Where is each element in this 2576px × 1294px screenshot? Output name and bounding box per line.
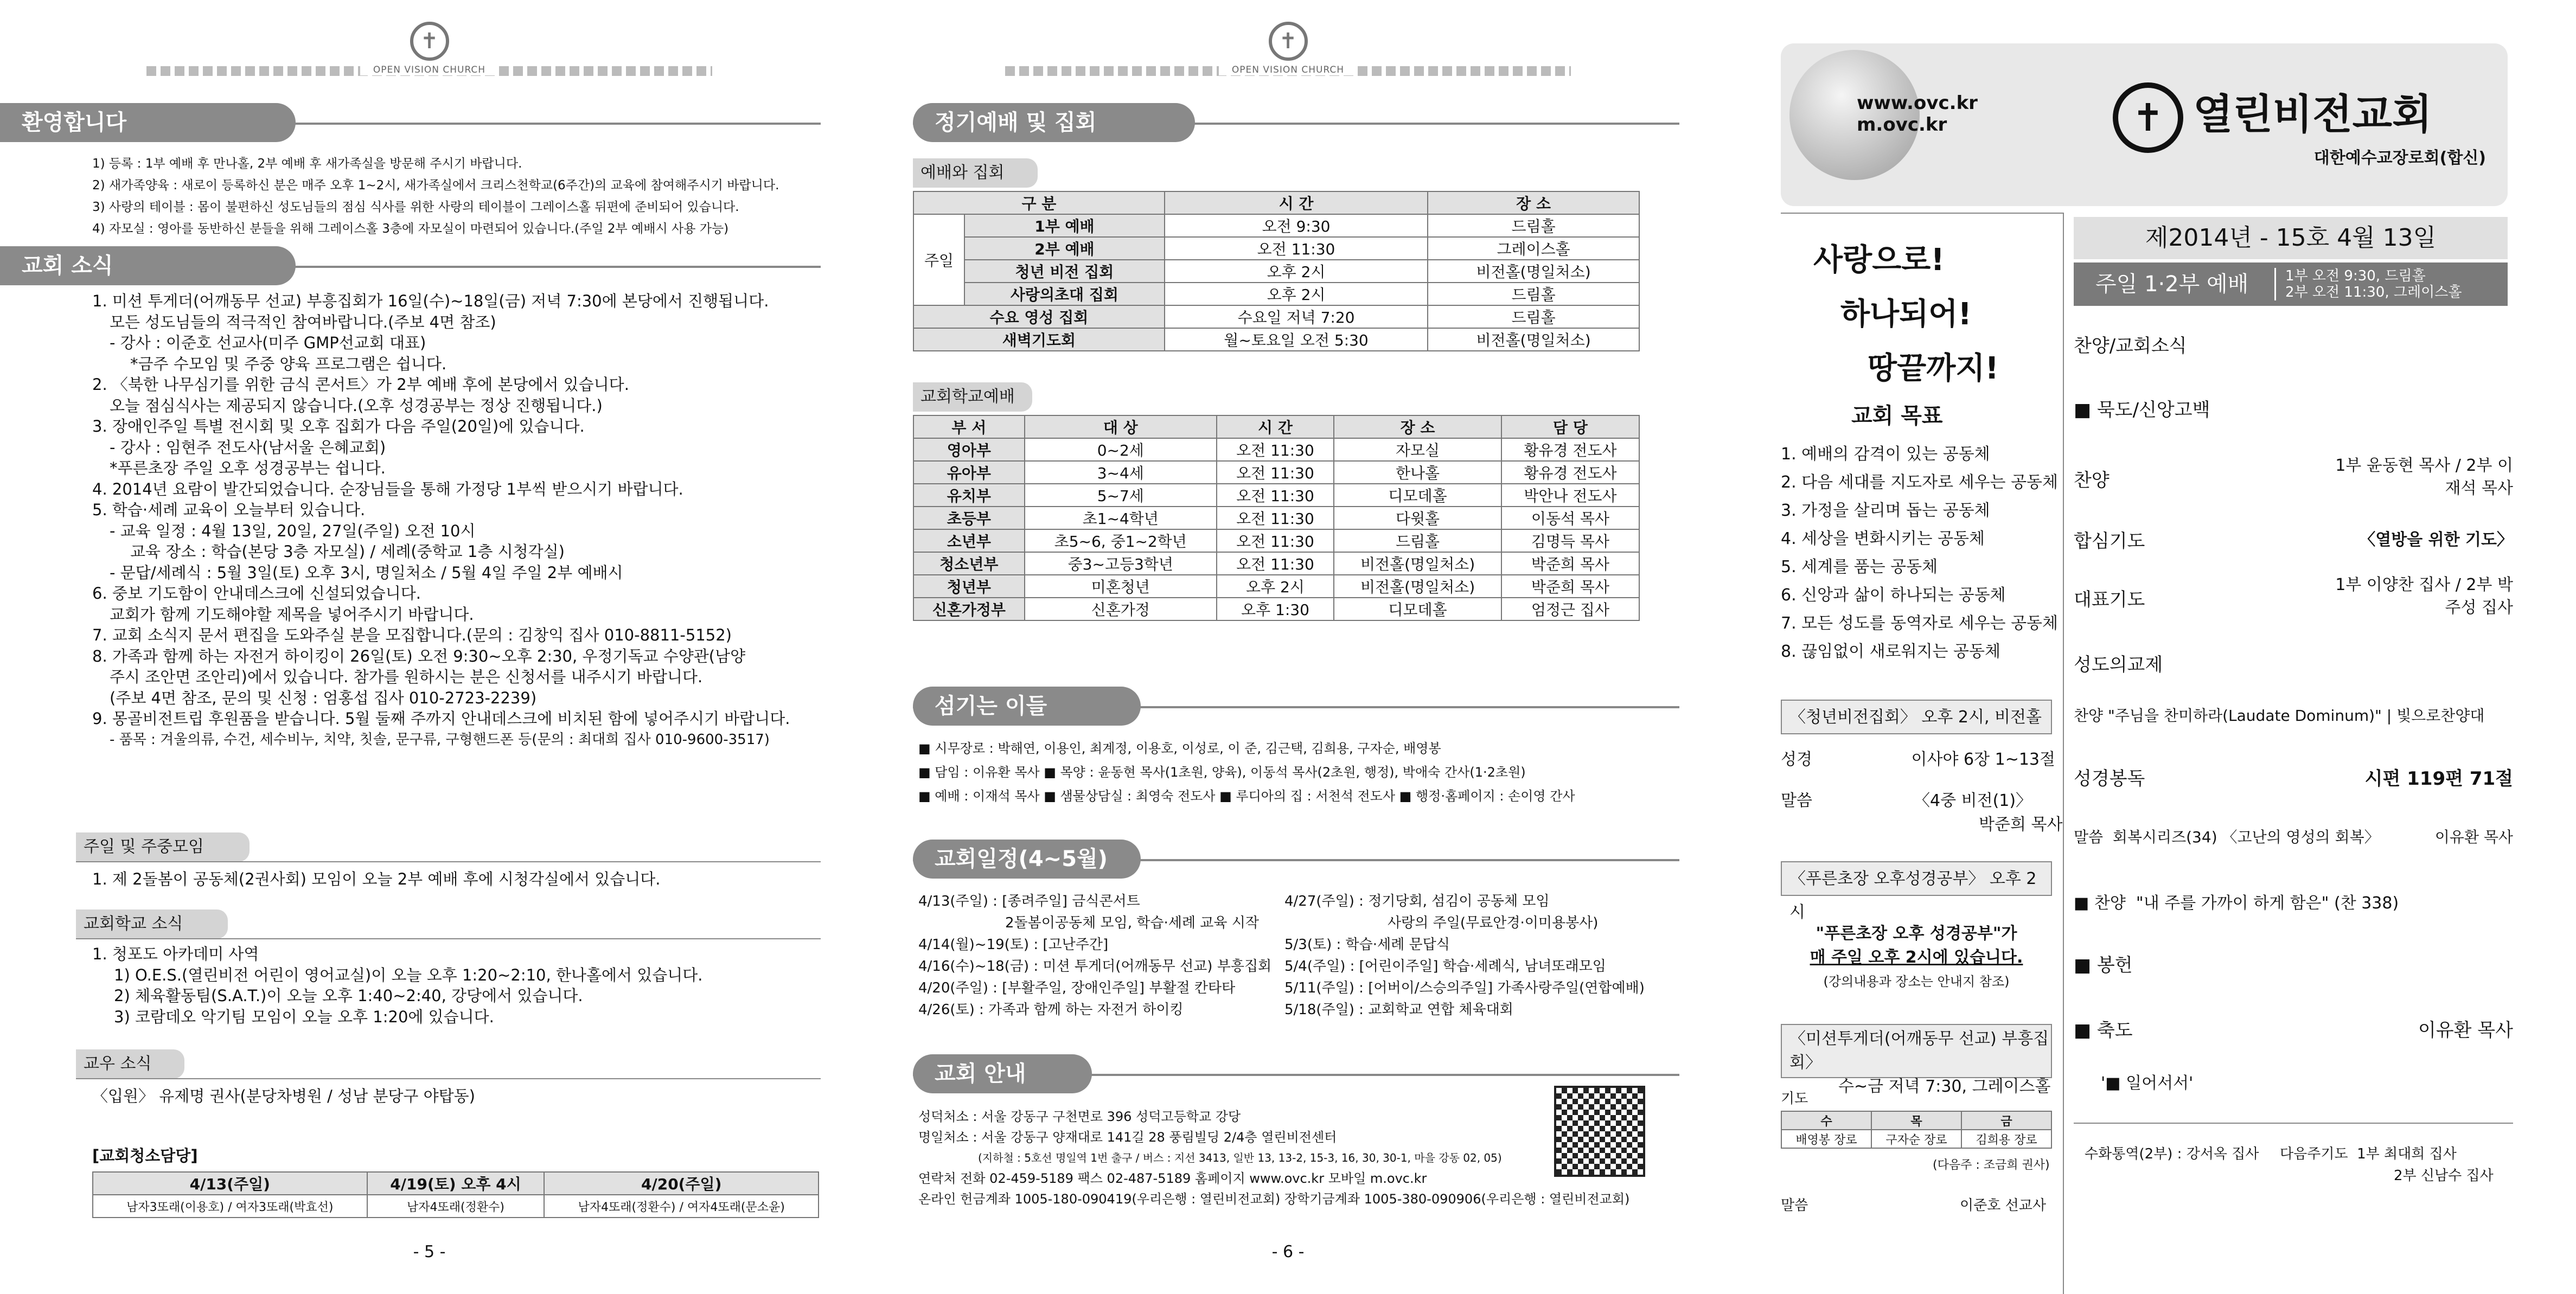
order-item	[2074, 1015, 2513, 1042]
schedule-item: 4/13(주일) : [종려주일] 금식콘서트	[918, 893, 1140, 909]
green-line: "푸른초장 오후 성경공부"가	[1816, 924, 2017, 943]
worship-head: 구 분	[913, 191, 1165, 214]
order-label: 합심기도	[2074, 530, 2145, 552]
order-item	[2074, 526, 2513, 553]
worship-cell: 오후 2시	[1165, 283, 1428, 305]
goal-list	[1781, 440, 2058, 666]
info-line: 연락처 전화 02-459-5189 팩스 02-487-5189 홈페이지 www.ovc.kr 모바일 m.ovc.kr	[918, 1171, 1427, 1186]
school-cell: 박안나 전도사	[1501, 484, 1639, 507]
issue-number: 제2014년 - 15호 4월 13일	[2074, 217, 2508, 259]
worship-cell: 2부 예배	[964, 237, 1165, 260]
worship-cell: 월~토요일 오전 5:30	[1165, 328, 1428, 351]
news-item: 6. 중보 기도함이 안내데스크에 신설되었습니다.	[92, 584, 421, 603]
mission-cell: 구자순 장로	[1871, 1130, 1961, 1148]
welcome-line: 1) 등록 : 1부 예배 후 만나홀, 2부 예배 후 새가족실을 방문해 주시기 바랍니다.	[92, 157, 522, 171]
mission-speaker: 이준호 선교사	[1960, 1197, 2046, 1214]
web-links	[1857, 92, 1978, 136]
school-item: 1) O.E.S.(열린비전 어린이 영어교실)이 오늘 오후 1:20~2:10, 한나홀에서 있습니다.	[114, 965, 703, 984]
youth-label: 말씀	[1781, 791, 1812, 810]
footer-prayer: 다음주기도 1부 최대희 집사	[2280, 1146, 2457, 1162]
service-bar	[2074, 262, 2508, 306]
servers-line: ■ 시무장로 : 박해연, 이용인, 최계정, 이용호, 이성로, 이 준, 김근택, 김희용, 구자순, 배영봉	[918, 741, 1441, 756]
schedule-right	[1284, 891, 1645, 1021]
news-item: 7. 교회 소식지 문서 편집을 도와주실 분을 모집합니다.(문의 : 김창익 집사 010-8811-5152)	[92, 626, 732, 644]
service-time: 1부 오전 9:30, 드림홀	[2285, 268, 2426, 284]
school-cell: 비전홀(명일처소)	[1334, 575, 1501, 598]
school-head: 담 당	[1501, 415, 1639, 438]
schedule-item: 5/11(주일) : [어버이/스승의주일] 가족사랑주일(연합예배)	[1284, 980, 1645, 996]
news-item: 4. 2014년 요람이 발간되었습니다. 순장님들을 통해 가정당 1부씩 받으시기 바랍니다.	[92, 479, 683, 498]
youth-value: 이사야 6장 1~13절	[1911, 750, 2055, 769]
school-cell: 오후 2시	[1217, 575, 1334, 598]
order-item	[2074, 331, 2513, 357]
church-name: 열린비전교회	[2193, 90, 2432, 138]
order-value: 〈열방을 위한 기도〉	[2359, 530, 2513, 549]
youth-value: 박준희 목사	[1979, 815, 2063, 834]
school-head: 부 서	[913, 415, 1025, 438]
cleaning-title: [교회청소담당]	[92, 1146, 198, 1165]
cleaning-cell: 남자4또래(정환수)	[367, 1195, 545, 1218]
service-title: 주일 1·2부 예배	[2095, 272, 2249, 297]
youth-label: 성경	[1781, 750, 1812, 769]
mission-head: 목	[1871, 1111, 1961, 1130]
order-item	[2074, 650, 2513, 676]
sunday-text: 1. 제 2돌봄이 공동체(2권사회) 모임이 오늘 2부 예배 후에 시청각실에서 있습니다.	[92, 870, 661, 888]
order-of-worship	[2074, 315, 2513, 1182]
page-header	[1005, 22, 1571, 81]
school-news-list	[92, 944, 703, 1027]
schedule-item: 5/18(주일) : 교회학교 연합 체육대회	[1284, 1002, 1513, 1018]
green-line: 매 주일 오후 2시에 있습니다.	[1810, 948, 2023, 967]
news-item: 1. 미션 투게더(어깨동무 선교) 부흥집회가 16일(수)~18일(금) 저녁 7:30에 본당에서 진행됩니다.	[92, 292, 769, 310]
school-cell: 미혼청년	[1025, 575, 1217, 598]
order-item	[2074, 395, 2513, 421]
order-item	[2101, 1069, 2540, 1093]
mission-head: 수	[1781, 1111, 1871, 1130]
cleaning-head: 4/20(주일)	[544, 1172, 819, 1195]
mission-table	[1781, 1111, 2052, 1149]
info-line: 성덕처소 : 서울 강동구 구천면로 396 성덕고등학교 강당	[918, 1109, 1241, 1124]
mobile-link[interactable]: m.ovc.kr	[1857, 114, 1947, 136]
info-line: 명일처소 : 서울 강동구 양재대로 141길 28 풍림빌딩 2/4층 열린비전센터	[918, 1130, 1337, 1145]
qr-code[interactable]	[1554, 1086, 1645, 1177]
welcome-line: 2) 새가족양육 : 새로이 등록하신 분은 매주 오후 1~2시, 새가족실에서 크리스천학교(6주간)의 교육에 참여해주시기 바랍니다.	[92, 178, 779, 193]
order-label: 찬양	[2074, 470, 2110, 491]
goal-item: 4. 세상을 변화시키는 공동체	[1781, 529, 1985, 548]
website-link[interactable]: www.ovc.kr	[1857, 92, 1978, 114]
school-cell: 유아부	[913, 461, 1025, 484]
schedule-item: 4/14(월)~19(토) : [고난주간]	[918, 937, 1109, 953]
school-cell: 박준희 목사	[1501, 575, 1639, 598]
school-cell: 오전 11:30	[1217, 552, 1334, 575]
goal-item: 7. 모든 성도를 동역자로 세우는 공동체	[1781, 614, 2059, 633]
church-logo-icon: ✝	[410, 22, 449, 61]
order-value: 1부 이양찬 집사 / 2부 박주성 집사	[2335, 575, 2513, 617]
school-item: 1. 청포도 아카데미 사역	[92, 945, 259, 963]
order-label: ■ 묵도/신앙고백	[2074, 399, 2210, 421]
goal-item: 1. 예배의 감격이 있는 공동체	[1781, 445, 1990, 464]
news-item: 오늘 점심식사는 제공되지 않습니다.(오후 성경공부는 정상 진행됩니다.)	[110, 396, 603, 415]
worship-group: 주일	[913, 214, 964, 305]
news-item: 2. 〈북한 나무심기를 위한 금식 콘서트〉가 2부 예배 후에 본당에서 있습니다.	[92, 375, 629, 394]
school-cell: 청소년부	[913, 552, 1025, 575]
news-item: 9. 몽골비전트립 후원품을 받습니다. 5월 둘째 주까지 안내데스크에 비치된 함에 넣어주시기 바랍니다.	[92, 709, 790, 728]
order-item	[2074, 764, 2513, 790]
mission-label: 기도	[1781, 1091, 1808, 1107]
school-cell: 황유경 전도사	[1501, 438, 1639, 461]
order-item	[2074, 704, 2513, 726]
worship-cell: 오전 9:30	[1165, 214, 1428, 237]
order-value: 1부 윤동현 목사 / 2부 이재석 목사	[2335, 456, 2513, 498]
goal-item: 5. 세계를 품는 공동체	[1781, 558, 1938, 576]
worship-sub: 예배와 집회	[913, 158, 1038, 188]
news-item: - 품목 : 겨울의류, 수건, 세수비누, 치약, 칫솔, 문구류, 구형핸드폰 등(문의 : 최대희 집사 010-9600-3517)	[110, 731, 770, 748]
school-cell: 3~4세	[1025, 461, 1217, 484]
mission-label: 말씀	[1781, 1197, 1808, 1214]
staff-title: 교우 소식	[76, 1049, 184, 1079]
news-item: - 강사 : 이준호 선교사(미주 GMP선교회 대표)	[110, 334, 426, 352]
servers-title: 섬기는 이들	[913, 687, 1141, 726]
slogan	[1813, 233, 1999, 396]
worship-title: 정기예배 및 집회	[913, 103, 1195, 142]
school-cell: 엄정근 집사	[1501, 598, 1639, 620]
order-item	[2074, 950, 2513, 977]
school-cell: 중3~고등3학년	[1025, 552, 1217, 575]
worship-cell: 비전홀(명일처소)	[1428, 260, 1639, 283]
staff-text: 〈입원〉 유제명 권사(분당차병원 / 성남 분당구 야탑동)	[92, 1087, 475, 1105]
school-worship-sub: 교회학교예배	[913, 382, 1032, 412]
news-item: *푸른초장 주일 오후 성경공부는 쉽니다.	[110, 459, 386, 477]
welcome-list	[92, 153, 779, 240]
order-label: '■ 일어서서'	[2101, 1074, 2194, 1093]
school-cell: 오후 1:30	[1217, 598, 1334, 620]
schedule-item: 4/27(주일) : 정기당회, 섬김이 공동체 모임	[1284, 893, 1550, 909]
school-cell: 오전 11:30	[1217, 461, 1334, 484]
welcome-title: 환영합니다	[0, 103, 296, 142]
worship-cell: 청년 비전 집회	[964, 260, 1165, 283]
mission-tag-title: 〈미션투게더(어깨동무 선교) 부흥집회〉	[1789, 1029, 2049, 1072]
news-item: - 강사 : 임현주 전도사(남서울 은혜교회)	[110, 438, 386, 457]
green-line: (강의내용과 장소는 안내지 참조)	[1823, 974, 2010, 989]
school-head: 장 소	[1334, 415, 1501, 438]
worship-cell: 오후 2시	[1165, 260, 1428, 283]
cover-banner	[1781, 43, 2508, 206]
servers-line: ■ 담임 : 이유환 목사 ■ 목양 : 윤동현 목사(1초원, 양육), 이동석 목사(2초원, 행정), 박애숙 간사(1·2초원)	[918, 765, 1526, 780]
news-item: (주보 4면 참조, 문의 및 신청 : 엄홍섭 집사 010-2723-2239)	[110, 688, 537, 707]
goal-item: 6. 신앙과 삶이 하나되는 공동체	[1781, 586, 2006, 605]
school-cell: 오전 11:30	[1217, 507, 1334, 529]
service-time: 2부 오전 11:30, 그레이스홀	[2285, 284, 2462, 300]
school-cell: 유치부	[913, 484, 1025, 507]
order-label: ■ 축도	[2074, 1020, 2133, 1041]
worship-head: 장 소	[1428, 191, 1639, 214]
info-title: 교회 안내	[913, 1054, 1092, 1093]
servers-list	[918, 736, 1575, 808]
goal-item: 2. 다음 세대를 지도자로 세우는 공동체	[1781, 473, 2059, 492]
worship-cell: 오전 11:30	[1165, 237, 1428, 260]
school-cell: 신혼가정	[1025, 598, 1217, 620]
school-item: 2) 체육활동팀(S.A.T.)이 오늘 오후 1:40~2:40, 강당에서 있습니다.	[114, 986, 583, 1005]
footer-prayer-2: 2부 신남수 집사	[2394, 1168, 2494, 1184]
news-item: 3. 장애인주일 특별 전시회 및 오후 집회가 다음 주일(20일)에 있습니다.	[92, 417, 585, 435]
worship-cell: 그레이스홀	[1428, 237, 1639, 260]
school-head: 대 상	[1025, 415, 1217, 438]
schedule-item: 2돌봄이공동체 모임, 학습·세례 교육 시작	[1005, 915, 1259, 931]
worship-cell: 비전홀(명일처소)	[1428, 328, 1639, 351]
footer-interpreter: 수화통역(2부) : 강서옥 집사	[2085, 1146, 2259, 1162]
servers-line: ■ 예배 : 이재석 목사 ■ 샘물상담실 : 최영숙 전도사 ■ 루디아의 집 : 서천석 전도사 ■ 행정·홈페이지 : 손이영 간사	[918, 789, 1575, 804]
info-line: (지하철 : 5호선 명일역 1번 출구 / 버스 : 지선 3413, 일반 13, 13-2, 15-3, 16, 30, 30-1, 마을 강동 02, 05)	[978, 1151, 1502, 1164]
schedule-item: 5/3(토) : 학습·세례 문답식	[1284, 937, 1450, 953]
worship-cell: 드림홀	[1428, 305, 1639, 328]
school-cell: 초5~6, 중1~2학년	[1025, 529, 1217, 552]
school-cell: 5~7세	[1025, 484, 1217, 507]
school-cell: 박준희 목사	[1501, 552, 1639, 575]
order-label: 말씀 회복시리즈(34) 〈고난의 영성의 회복〉	[2074, 828, 2380, 846]
news-title: 교회 소식	[0, 246, 296, 285]
worship-table	[913, 191, 1640, 351]
order-label: 성경봉독	[2074, 768, 2145, 790]
schedule-title: 교회일정(4~5월)	[913, 840, 1141, 879]
school-cell: 오전 11:30	[1217, 484, 1334, 507]
order-label: ■ 찬양 "내 주를 가까이 하게 함은" (찬 338)	[2074, 894, 2399, 913]
schedule-item: 5/4(주일) : [어린이주일] 학습·세례식, 남녀또래모임	[1284, 958, 1606, 975]
school-cell: 김명득 목사	[1501, 529, 1639, 552]
order-value: 이유환 목사	[2418, 1020, 2513, 1041]
denomination: 대한예수교장로회(합신)	[2313, 149, 2486, 168]
cleaning-table	[92, 1171, 819, 1218]
worship-cell: 1부 예배	[964, 214, 1165, 237]
school-cell: 다윗홀	[1334, 507, 1501, 529]
order-label: ■ 봉헌	[2074, 955, 2133, 976]
worship-cell: 수요일 저녁 7:20	[1165, 305, 1428, 328]
school-cell: 황유경 전도사	[1501, 461, 1639, 484]
schedule-item: 사랑의 주일(무료안경·이미용봉사)	[1388, 915, 1599, 931]
worship-head: 시 간	[1165, 191, 1428, 214]
slogan-line: 하나되어!	[1840, 297, 1972, 332]
school-cell: 자모실	[1334, 438, 1501, 461]
service-times	[2285, 268, 2462, 300]
order-item	[2074, 825, 2513, 847]
school-item: 3) 코람데오 악기팀 모임이 오늘 오후 1:20에 있습니다.	[114, 1007, 494, 1026]
worship-cell: 사랑의초대 집회	[964, 283, 1165, 305]
youth-tag: 〈청년비전집회〉 오후 2시, 비전홀	[1781, 700, 2052, 734]
mission-tag-sub: 수~금 저녁 7:30, 그레이스홀	[1838, 1077, 2051, 1096]
order-value: 시편 119편 71절	[2364, 768, 2513, 790]
order-label: 찬양 "주님을 찬미하라(Laudate Dominum)" | 빛으로찬양대	[2074, 707, 2485, 725]
mission-head: 금	[1961, 1111, 2051, 1130]
youth-value: 〈4중 비전(1)〉	[1914, 791, 2032, 810]
worship-cell: 새벽기도회	[913, 328, 1165, 351]
page-number: - 6 -	[1271, 1242, 1305, 1261]
worship-cell: 수요 영성 집회	[913, 305, 1165, 328]
green-text	[1781, 922, 2052, 994]
cleaning-cell: 남자4또래(정환수) / 여자4또래(문소윤)	[544, 1195, 819, 1218]
news-list	[92, 291, 790, 750]
slogan-line: 땅끝까지!	[1868, 351, 1999, 386]
mission-note: (다음주 : 조금희 권사)	[1933, 1158, 2050, 1172]
order-label: 성도의교제	[2074, 654, 2163, 676]
worship-cell: 드림홀	[1428, 283, 1639, 305]
school-cell: 초등부	[913, 507, 1025, 529]
school-news-title: 교회학교 소식	[76, 909, 228, 939]
news-item: 교회가 함께 기도해야할 제목을 넣어주시기 바랍니다.	[110, 605, 474, 624]
mission-cell: 배영봉 장로	[1781, 1130, 1871, 1148]
order-label: 대표기도	[2074, 589, 2145, 611]
header-label: OPEN VISION CHURCH	[1219, 65, 1357, 75]
cleaning-cell: 남자3또래(이용호) / 여자3또래(박효선)	[93, 1195, 367, 1218]
cover-page	[1781, 0, 2576, 1294]
school-cell: 오전 11:30	[1217, 529, 1334, 552]
news-item: 교육 장소 : 학습(본당 3층 자모실) / 세례(중학교 1층 시청각실)	[130, 542, 565, 561]
schedule-item: 4/26(토) : 가족과 함께 하는 자전거 하이킹	[918, 1002, 1184, 1018]
page-number: - 5 -	[413, 1242, 446, 1261]
schedule-item: 4/20(주일) : [부활주일, 장애인주일] 부활절 칸타타	[918, 980, 1236, 996]
school-cell: 신혼가정부	[913, 598, 1025, 620]
goal-title: 교회 목표	[1851, 403, 1943, 428]
school-cell: 이동석 목사	[1501, 507, 1639, 529]
page-header	[146, 22, 712, 81]
mission-tag	[1781, 1024, 2052, 1096]
church-logo-icon: ✝	[2113, 82, 2183, 153]
school-cell: 소년부	[913, 529, 1025, 552]
order-label: 찬양/교회소식	[2074, 335, 2187, 357]
news-item: - 교육 일정 : 4월 13일, 20일, 27일(주일) 오전 10시	[110, 521, 476, 540]
header-label: OPEN VISION CHURCH	[360, 65, 498, 75]
news-item: - 문답/세례식 : 5월 3일(토) 오후 3시, 명일처소 / 5월 4일 주일 2부 예배시	[110, 563, 623, 582]
info-list	[918, 1106, 1629, 1209]
school-cell: 디모데홀	[1334, 484, 1501, 507]
schedule-left	[918, 891, 1271, 1021]
green-tag: 〈푸른초장 오후성경공부〉 오후 2시	[1781, 861, 2052, 896]
cleaning-head: 4/19(토) 오후 4시	[367, 1172, 545, 1195]
news-item: 8. 가족과 함께 하는 자전거 하이킹이 26일(토) 오전 9:30~오후 2:30, 우정기독교 수양관(남양	[92, 646, 746, 665]
goal-item: 8. 끊임없이 새로워지는 공동체	[1781, 642, 2000, 661]
school-cell: 디모데홀	[1334, 598, 1501, 620]
school-cell: 한나홀	[1334, 461, 1501, 484]
school-head: 시 간	[1217, 415, 1334, 438]
school-cell: 청년부	[913, 575, 1025, 598]
news-item: 모든 성도님들의 적극적인 참여바랍니다.(주보 4면 참조)	[110, 312, 496, 331]
order-value: 이유환 목사	[2434, 828, 2513, 846]
school-cell: 비전홀(명일처소)	[1334, 552, 1501, 575]
slogan-line: 사랑으로!	[1813, 242, 1945, 278]
school-table	[913, 415, 1640, 621]
schedule-item: 4/16(수)~18(금) : 미션 투게더(어깨동무 선교) 부흥집회	[918, 958, 1272, 975]
welcome-line: 4) 자모실 : 영아를 동반하신 분들을 위해 그레이스홀 3층에 자모실이 마련되어 있습니다.(주일 2부 예배시 사용 가능)	[92, 222, 729, 236]
school-cell: 오전 11:30	[1217, 438, 1334, 461]
cleaning-head: 4/13(주일)	[93, 1172, 367, 1195]
school-cell: 0~2세	[1025, 438, 1217, 461]
page-6	[859, 0, 1717, 1294]
school-cell: 초1~4학년	[1025, 507, 1217, 529]
goal-item: 3. 가정을 살리며 돕는 공동체	[1781, 501, 1990, 520]
welcome-line: 3) 사랑의 테이블 : 몸이 불편하신 성도님들의 점심 식사를 위한 사랑의 테이블이 그레이스홀 뒤편에 준비되어 있습니다.	[92, 200, 739, 214]
news-item: 5. 학습·세례 교육이 오늘부터 있습니다.	[92, 501, 366, 519]
order-item	[2074, 889, 2513, 913]
info-line: 온라인 헌금계좌 1005-180-090419(우리은행 : 열린비전교회) 장학기금계좌 1005-380-090906(우리은행 : 열린비전교회)	[918, 1191, 1630, 1207]
news-item: *금주 수모임 및 주중 양육 프로그램은 쉽니다.	[130, 354, 447, 373]
news-item: 주시 조안면 조안리)에서 있습니다. 참가를 원하시는 분은 신청서를 내주시기 바랍니다.	[110, 668, 703, 686]
worship-cell: 드림홀	[1428, 214, 1639, 237]
school-cell: 영아부	[913, 438, 1025, 461]
school-cell: 드림홀	[1334, 529, 1501, 552]
sunday-title: 주일 및 주중모임	[76, 832, 250, 862]
page-5	[0, 0, 859, 1294]
mission-cell: 김희용 장로	[1961, 1130, 2051, 1148]
church-logo-icon: ✝	[1269, 22, 1308, 61]
